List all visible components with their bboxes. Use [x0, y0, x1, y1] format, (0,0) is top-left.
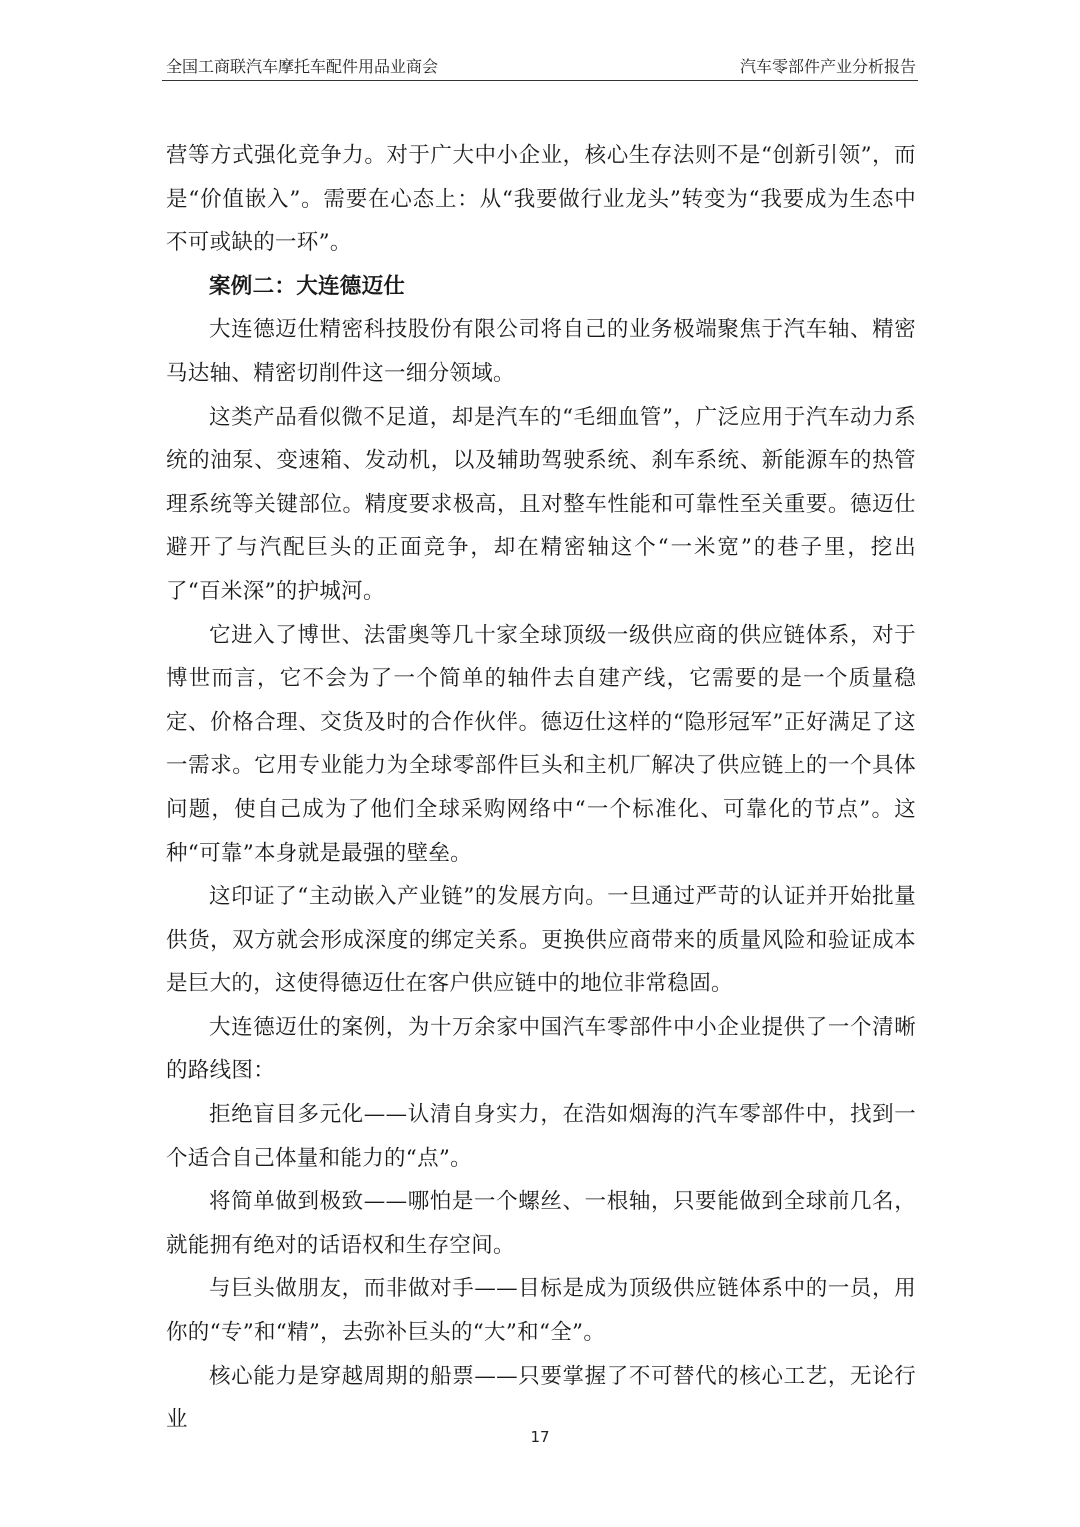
- header-organization: 全国工商联汽车摩托车配件用品业商会: [166, 57, 439, 76]
- paragraph: 拒绝盲目多元化——认清自身实力，在浩如烟海的汽车零部件中，找到一个适合自己体量和能力的“点”。: [166, 1102, 916, 1171]
- header-divider: [162, 80, 918, 81]
- paragraph: 这类产品看似微不足道，却是汽车的“毛细血管”，广泛应用于汽车动力系统的油泵、变速箱、发动机，以及辅助驾驶系统、刹车系统、新能源车的热管理系统等关键部位。精度要求极高，且对整车性能和可靠性至关重要。德迈仕避开了与汽配巨头的正面竞争，却在精密轴这个“一米宽”的巷子里，挖出了“百米深”的护城河。: [166, 404, 916, 604]
- paragraph: 将简单做到极致——哪怕是一个螺丝、一根轴，只要能做到全球前几名，就能拥有绝对的话语权和生存空间。: [166, 1189, 916, 1258]
- paragraph: 营等方式强化竞争力。对于广大中小企业，核心生存法则不是“创新引领”，而是“价值嵌入”。需要在心态上：从“我要做行业龙头”转变为“我要成为生态中不可或缺的一环”。: [166, 143, 916, 256]
- paragraph: 核心能力是穿越周期的船票——只要掌握了不可替代的核心工艺，无论行业: [166, 1363, 916, 1433]
- body-text: [166, 134, 916, 1442]
- case-heading: 案例二：大连德迈仕: [209, 273, 406, 299]
- paragraph: 大连德迈仕的案例，为十万余家中国汽车零部件中小企业提供了一个清晰的路线图：: [166, 1014, 916, 1084]
- paragraph: 这印证了“主动嵌入产业链”的发展方向。一旦通过严苛的认证并开始批量供货，双方就会形成深度的绑定关系。更换供应商带来的质量风险和验证成本是巨大的，这使得德迈仕在客户供应链中的地位非常稳固。: [166, 884, 916, 997]
- paragraph: 它进入了博世、法雷奥等几十家全球顶级一级供应商的供应链体系，对于博世而言，它不会为了一个简单的轴件去自建产线，它需要的是一个质量稳定、价格合理、交货及时的合作伙伴。德迈仕这样的“隐形冠军”正好满足了这一需求。它用专业能力为全球零部件巨头和主机厂解决了供应链上的一个具体问题，使自己成为了他们全球采购网络中“一个标准化、可靠化的节点”。这种“可靠”本身就是最强的壁垒。: [166, 622, 916, 866]
- paragraph: 与巨头做朋友，而非做对手——目标是成为顶级供应链体系中的一员，用你的“专”和“精”，去弥补巨头的“大”和“全”。: [166, 1276, 916, 1346]
- page-number: 17: [530, 1428, 550, 1446]
- paragraph: 大连德迈仕精密科技股份有限公司将自己的业务极端聚焦于汽车轴、精密马达轴、精密切削件这一细分领域。: [166, 317, 916, 386]
- page-header: [166, 50, 916, 80]
- header-report-title: 汽车零部件产业分析报告: [739, 57, 916, 76]
